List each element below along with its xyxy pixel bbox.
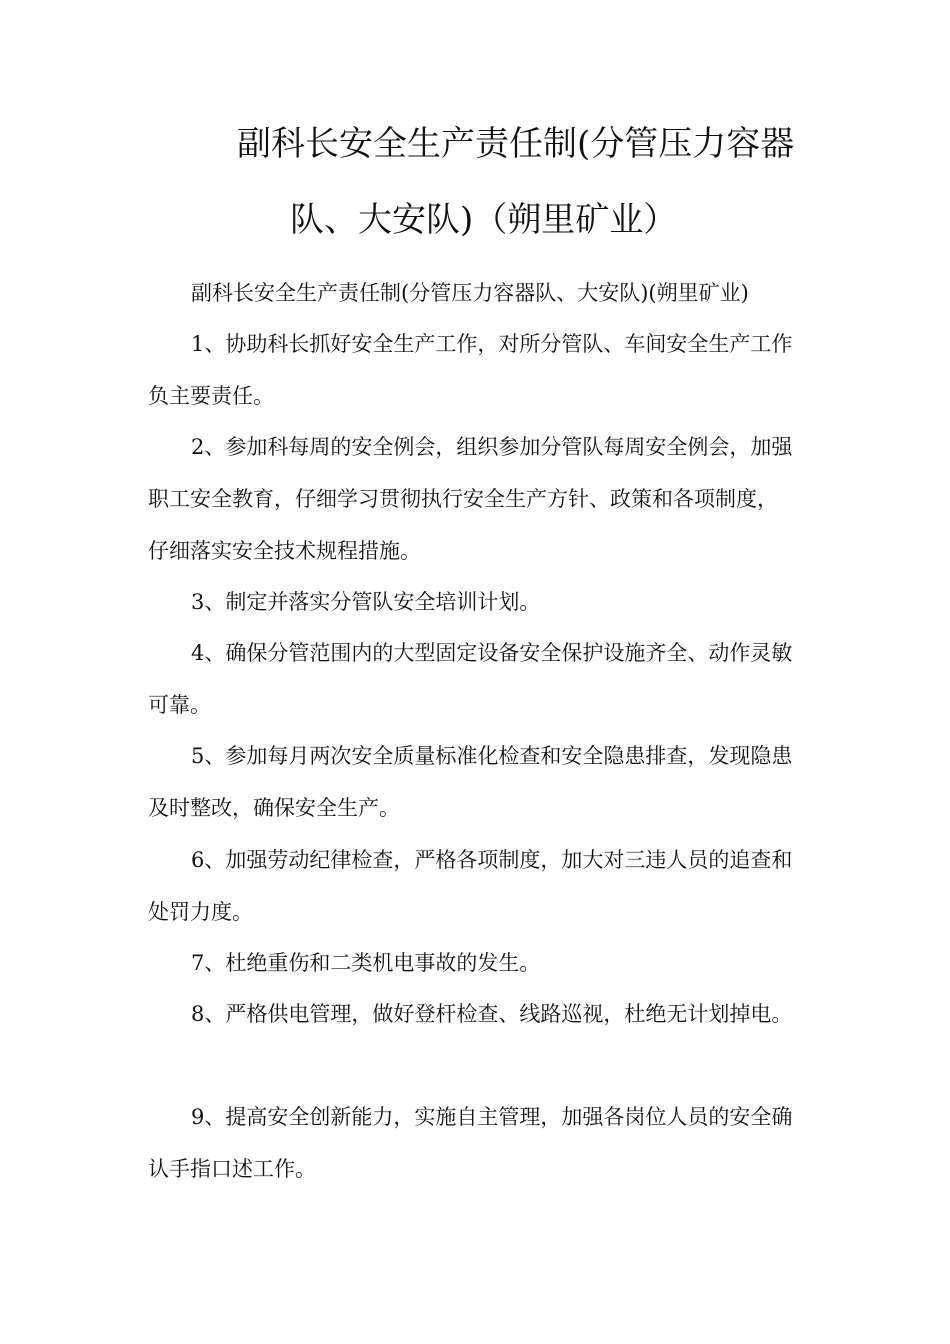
list-item-7: 7、杜绝重伤和二类机电事故的发生。 [191,951,541,975]
document-title-line-2: 队、大安队)（朔里矿业） [290,200,678,240]
list-item-8: 8、严格供电管理，做好登杆检查、线路巡视，杜绝无计划掉电。 [191,1002,793,1026]
document-title-line-1: 副科长安全生产责任制(分管压力容器 [237,124,795,164]
document-subtitle: 副科长安全生产责任制(分管压力容器队、大安队)(朔里矿业) [191,281,749,305]
list-item-3: 3、制定并落实分管队安全培训计划。 [191,590,541,614]
list-item-9: 9、提高安全创新能力，实施自主管理，加强各岗位人员的安全确认手指口述工作。 [148,1105,793,1181]
list-item-6: 6、加强劳动纪律检查，严格各项制度，加大对三违人员的追查和处罚力度。 [148,848,793,924]
list-item-2: 2、参加科每周的安全例会，组织参加分管队每周安全例会，加强职工安全教育，仔细学习贯彻执行安全生产方针、政策和各项制度，仔细落实安全技术规程措施。 [148,435,793,563]
list-item-5: 5、参加每月两次安全质量标准化检查和安全隐患排查，发现隐患及时整改，确保安全生产。 [148,744,793,820]
list-item-4: 4、确保分管范围内的大型固定设备安全保护设施齐全、动作灵敏可靠。 [148,641,793,717]
list-item-1: 1、协助科长抓好安全生产工作，对所分管队、车间安全生产工作负主要责任。 [148,332,793,408]
